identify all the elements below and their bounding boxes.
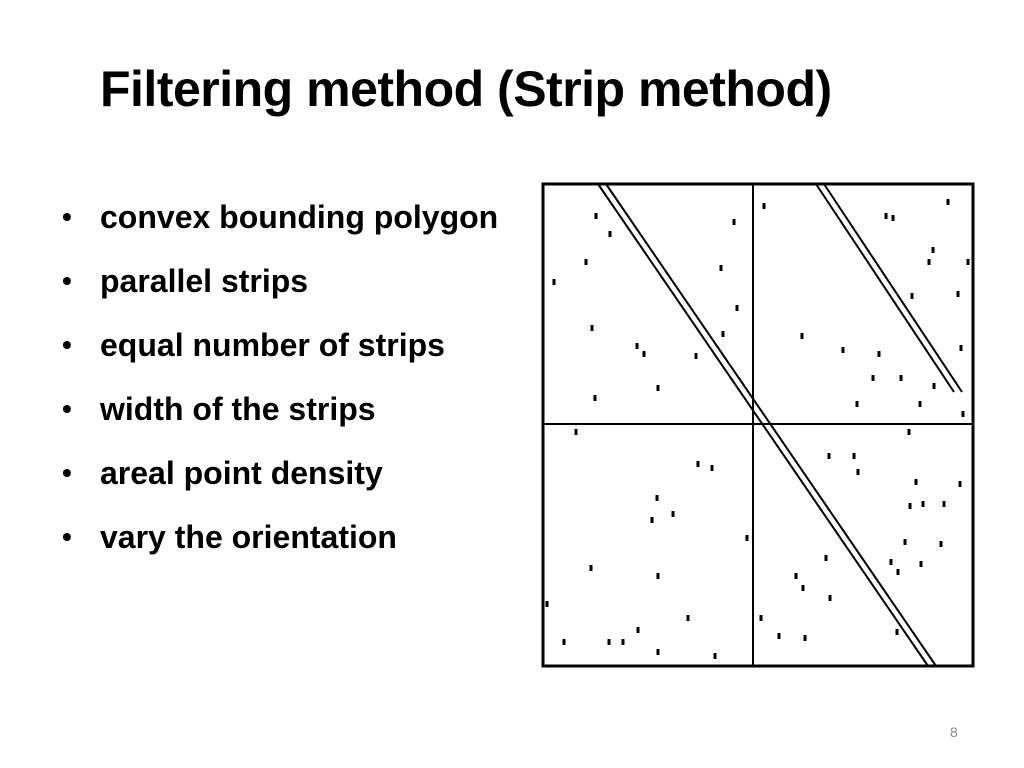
scatter-point [904, 539, 907, 545]
scatter-point [720, 265, 723, 271]
scatter-point [943, 501, 946, 507]
scatter-point [591, 325, 594, 331]
scatter-point [697, 461, 700, 467]
strip-method-diagram [540, 178, 978, 672]
bullet-item [62, 254, 532, 308]
scatter-point [801, 333, 804, 339]
bullet-text: width of the strips [100, 391, 376, 427]
strip-band-2 [816, 184, 962, 392]
scatter-point [637, 627, 640, 633]
scatter-point [575, 429, 578, 435]
scatter-point [933, 383, 936, 389]
scatter-point [714, 653, 717, 659]
scatter-point [736, 305, 739, 311]
scatter-point [711, 465, 714, 471]
scatter-point [657, 573, 660, 579]
bullet-symbol: • [62, 265, 72, 296]
bullet-list [62, 190, 532, 574]
scatter-point [853, 453, 856, 459]
scatter-point [795, 573, 798, 579]
bullet-symbol: • [62, 329, 72, 360]
scatter-point [594, 395, 597, 401]
scatter-point [828, 453, 831, 459]
scatter-point [892, 215, 895, 221]
scatter-point [733, 219, 736, 225]
scatter-point [746, 535, 749, 541]
scatter-point [608, 639, 611, 645]
scatter-point [829, 595, 832, 601]
scatter-point [657, 385, 660, 391]
scatter-point [546, 601, 549, 607]
scatter-point [885, 213, 888, 219]
scatter-point [804, 635, 807, 641]
scatter-point [722, 331, 725, 337]
scatter-point [947, 199, 950, 205]
scatter-point [960, 345, 963, 351]
bullet-text: areal point density [100, 455, 383, 491]
bullet-item [62, 510, 532, 564]
scatter-point [636, 343, 639, 349]
scatter-point [957, 291, 960, 297]
scatter-point [857, 469, 860, 475]
scatter-point [896, 629, 899, 635]
scatter-point [643, 351, 646, 357]
scatter-point [962, 411, 965, 417]
bullet-item [62, 382, 532, 436]
scatter-point [959, 481, 962, 487]
scatter-point [802, 585, 805, 591]
bullet-item [62, 190, 532, 244]
scatter-point [856, 401, 859, 407]
scatter-point [651, 517, 654, 523]
bullet-text: convex bounding polygon [100, 199, 499, 235]
scatter-point [595, 213, 598, 219]
scatter-point [842, 347, 845, 353]
bullet-text: parallel strips [100, 263, 309, 299]
scatter-point [760, 615, 763, 621]
bullet-text: equal number of strips [100, 327, 445, 363]
scatter-point [878, 351, 881, 357]
scatter-point [919, 401, 922, 407]
scatter-point [672, 511, 675, 517]
scatter-point [609, 231, 612, 237]
scatter-point [908, 429, 911, 435]
scatter-point [915, 479, 918, 485]
scatter-point [553, 279, 556, 285]
scatter-point [928, 259, 931, 265]
bullet-symbol: • [62, 393, 72, 424]
scatter-point [778, 633, 781, 639]
scatter-points [546, 199, 970, 659]
scatter-point [897, 569, 900, 575]
bullet-symbol: • [62, 201, 72, 232]
scatter-point [695, 353, 698, 359]
scatter-point [825, 555, 828, 561]
scatter-point [763, 203, 766, 209]
bullet-symbol: • [62, 521, 72, 552]
scatter-point [911, 293, 914, 299]
scatter-point [940, 541, 943, 547]
scatter-point [622, 639, 625, 645]
scatter-point [922, 501, 925, 507]
scatter-point [909, 503, 912, 509]
scatter-point [585, 259, 588, 265]
bullet-item [62, 446, 532, 500]
scatter-point [967, 259, 970, 265]
strip-method-figure [540, 178, 978, 672]
scatter-point [656, 495, 659, 501]
scatter-point [890, 559, 893, 565]
scatter-point [932, 247, 935, 253]
scatter-point [590, 565, 593, 571]
page-number: 8 [950, 724, 958, 740]
scatter-point [563, 639, 566, 645]
scatter-point [872, 375, 875, 381]
slide-title: Filtering method (Strip method) [100, 61, 832, 117]
bullet-symbol: • [62, 457, 72, 488]
scatter-point [920, 561, 923, 567]
scatter-point [900, 375, 903, 381]
bullet-text: vary the orientation [100, 519, 397, 555]
bullet-item [62, 318, 532, 372]
scatter-point [657, 649, 660, 655]
scatter-point [687, 615, 690, 621]
